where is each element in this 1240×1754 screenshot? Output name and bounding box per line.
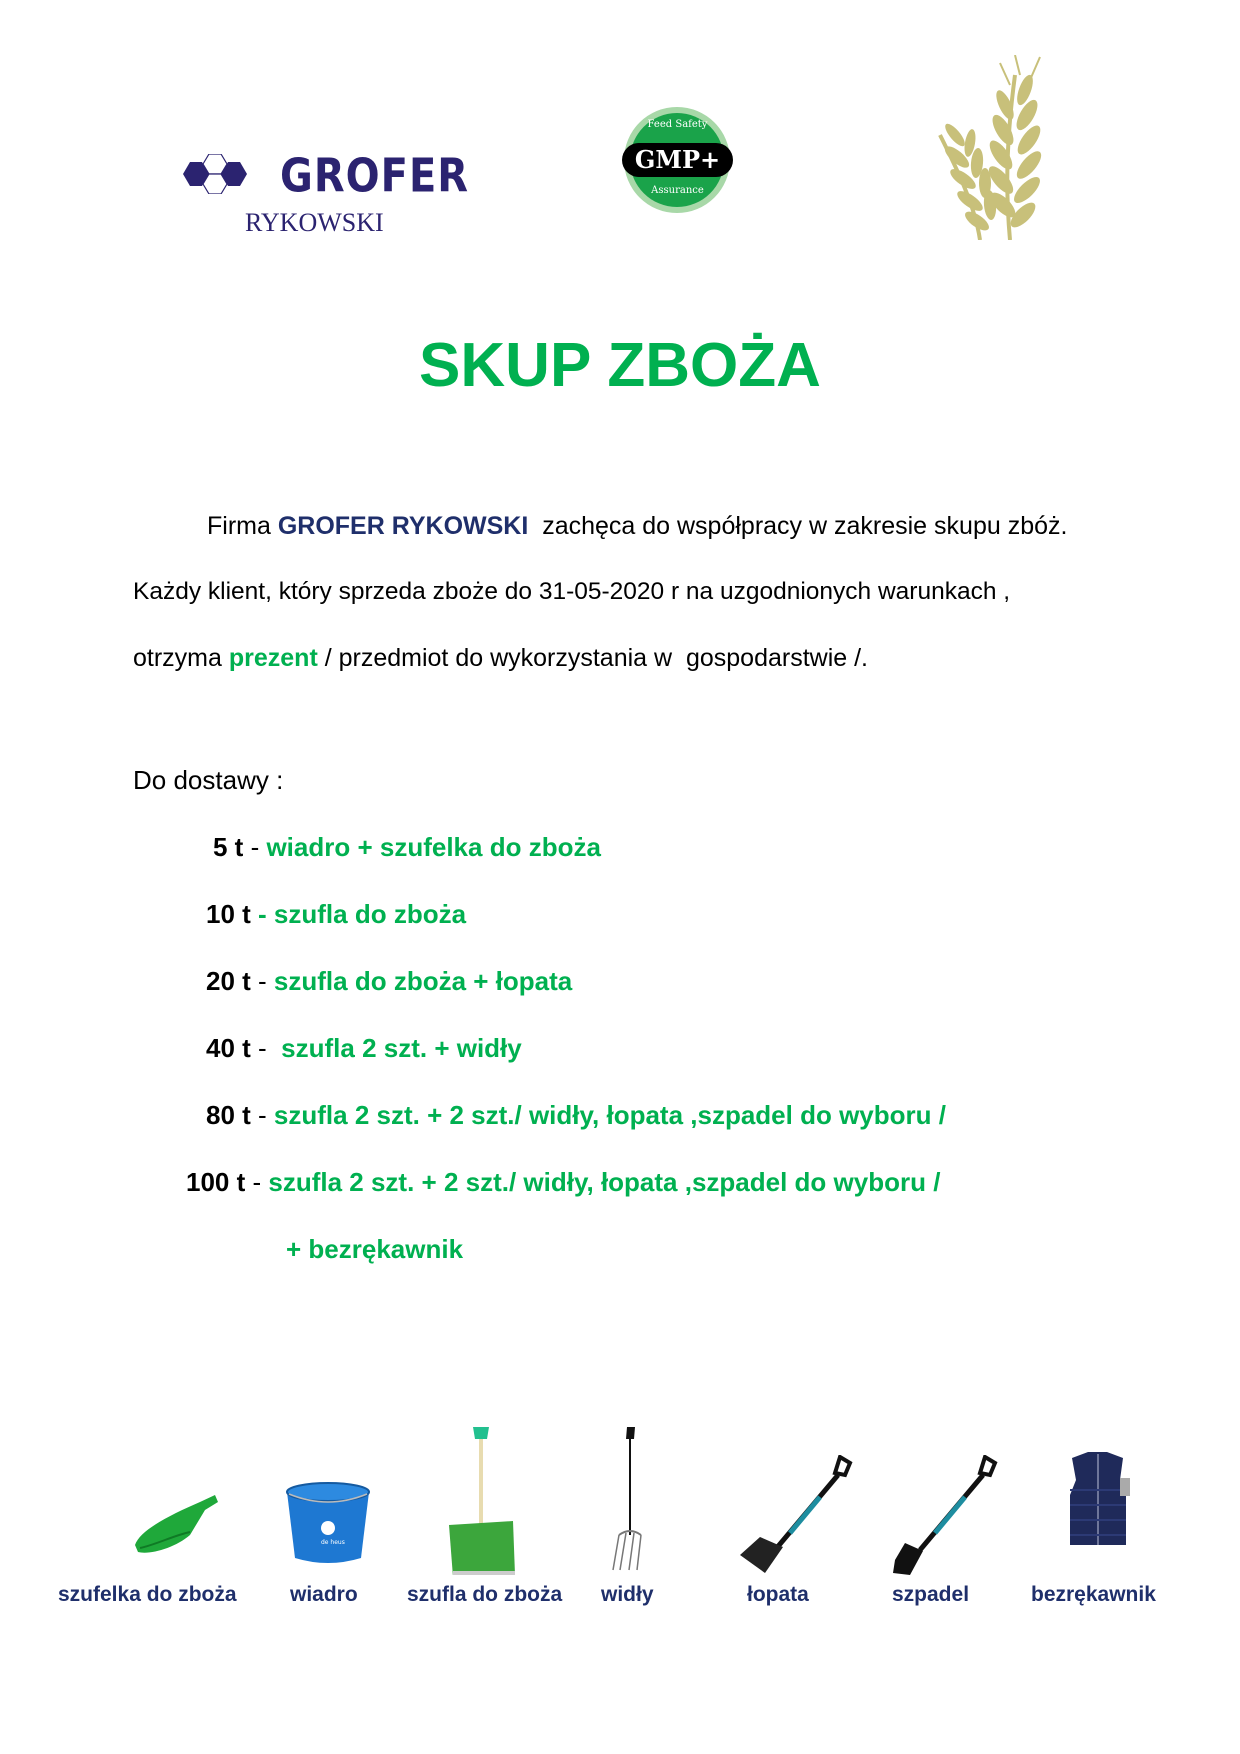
product-caption: szufelka do zboża xyxy=(58,1583,237,1606)
product-caption: szpadel xyxy=(892,1583,970,1606)
intro-text: Firma xyxy=(207,512,278,540)
intro-text: / przedmiot do wykorzystania w gospodarstwie /. xyxy=(317,644,868,672)
tier-row xyxy=(206,1033,522,1064)
product-caption: wiadro xyxy=(290,1583,358,1606)
product-caption: szufla do zboża xyxy=(407,1583,563,1606)
gmp-main-text: GMP+ xyxy=(634,145,721,174)
gmp-bottom-text: Assurance xyxy=(651,185,704,196)
gmp-top-text: Feed Safety xyxy=(647,119,708,130)
gmp-plus-logo xyxy=(620,105,735,215)
tier-sep: - xyxy=(245,1167,269,1197)
tier-reward: szufla do zboża xyxy=(273,899,467,929)
grain-shovel-icon xyxy=(445,1425,520,1575)
tier-qty: 40 t xyxy=(206,1033,251,1063)
tier-sep: - xyxy=(250,899,274,929)
delivery-heading: Do dostawy : xyxy=(133,765,284,795)
intro-line-3 xyxy=(133,625,868,691)
wheat-icon xyxy=(935,55,1070,240)
grofer-logo-text: GROFER xyxy=(280,150,470,203)
tier-qty: 100 t xyxy=(186,1167,246,1197)
tier-qty: 20 t xyxy=(206,966,251,996)
tier-row xyxy=(206,966,572,997)
tier-row xyxy=(206,899,466,930)
page-title: SKUP ZBOŻA xyxy=(419,331,821,400)
hexagon-logo-icon xyxy=(180,154,250,194)
grain-scoop-icon xyxy=(130,1490,225,1560)
shovel-icon xyxy=(735,1455,855,1575)
product-caption: widły xyxy=(601,1583,654,1606)
rykowski-logo-text: RYKOWSKI xyxy=(245,208,384,237)
tier-reward: wiadro + szufelka do zboża xyxy=(266,832,601,862)
tier-sep: - xyxy=(250,966,274,996)
tier-extra: + bezrękawnik xyxy=(286,1234,464,1264)
gift-highlight: prezent xyxy=(228,644,318,672)
pitchfork-icon xyxy=(605,1425,655,1575)
brand-name: GROFER RYKOWSKI xyxy=(277,512,529,540)
intro-line-2: Każdy klient, który sprzeda zboże do 31-05-2020 r na uzgodnionych warunkach , xyxy=(133,578,1011,605)
grofer-logo xyxy=(180,150,470,250)
tier-reward: szufla 2 szt. + widły xyxy=(281,1033,522,1063)
tier-sep: - xyxy=(250,1100,274,1130)
product-caption: bezrękawnik xyxy=(1031,1583,1156,1606)
tier-sep: - xyxy=(250,1033,282,1063)
intro-line-1 xyxy=(207,493,1067,559)
spade-icon xyxy=(885,1455,1000,1580)
bucket-icon xyxy=(283,1480,373,1565)
tier-reward: szufla do zboża + łopata xyxy=(273,966,573,996)
tier-qty: 10 t xyxy=(206,899,251,929)
intro-text: zachęca do współpracy w zakresie skupu zbóż. xyxy=(528,512,1068,540)
intro-text: otrzyma xyxy=(133,644,229,672)
tier-qty: 5 t xyxy=(213,832,244,862)
product-caption: łopata xyxy=(747,1583,809,1606)
vest-icon xyxy=(1060,1450,1135,1550)
tier-row xyxy=(186,1167,940,1198)
tier-qty: 80 t xyxy=(206,1100,251,1130)
tier-row xyxy=(213,832,601,863)
tier-row xyxy=(206,1100,946,1131)
tier-reward: szufla 2 szt. + 2 szt./ widły, łopata ,szpadel do wyboru / xyxy=(268,1167,941,1197)
tier-reward: szufla 2 szt. + 2 szt./ widły, łopata ,szpadel do wyboru / xyxy=(273,1100,946,1130)
svg-text:de heus: de heus xyxy=(321,1539,345,1546)
tier-sep: - xyxy=(243,832,267,862)
